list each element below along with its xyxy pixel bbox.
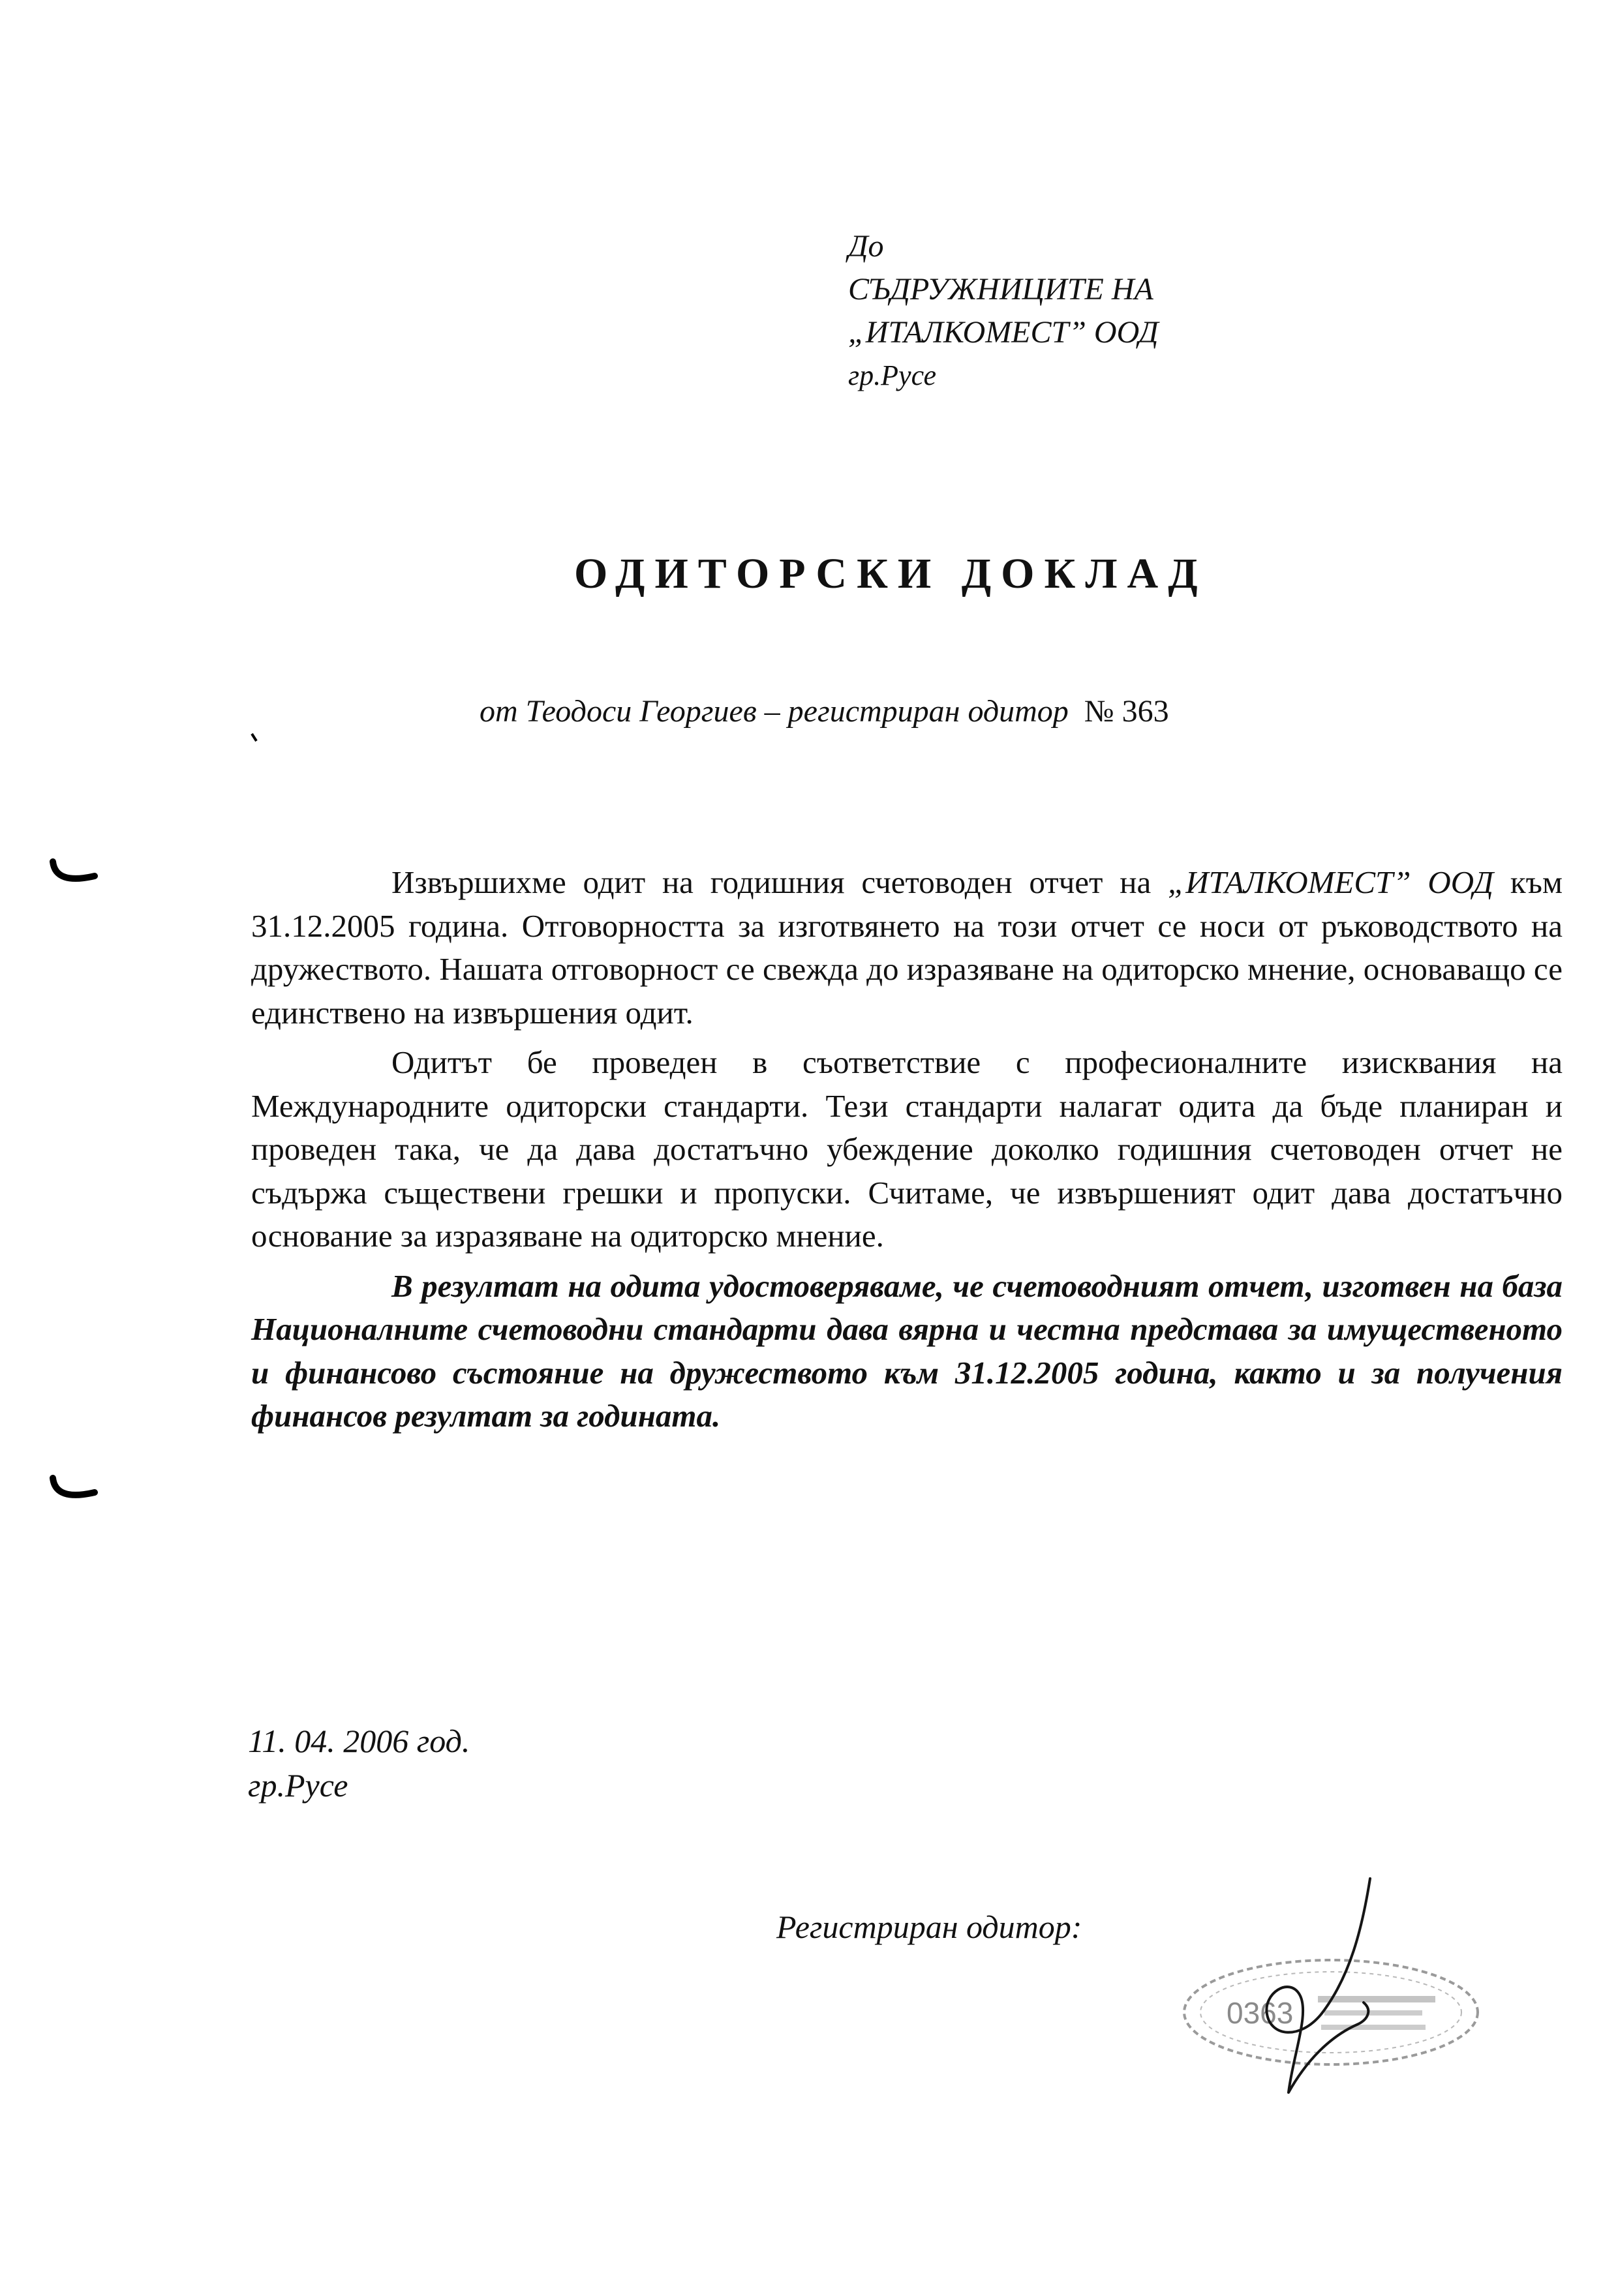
- signature-label: Регистриран одитор:: [776, 1909, 1082, 1945]
- addressee-city: гр.Русе: [848, 359, 937, 391]
- paragraph-1-company: „ИТАЛКОМЕСТ” ООД: [1168, 864, 1494, 900]
- auditor-stamp: [1184, 1960, 1478, 2064]
- addressee-recipients: СЪДРУЖНИЦИТЕ НА: [848, 272, 1153, 307]
- paragraph-1-start: Извършихме одит на годишния счетоводен отчет на: [391, 864, 1168, 900]
- scan-mark: [250, 733, 259, 743]
- auditor-number: № 363: [1084, 694, 1169, 729]
- paragraph-2: Одитът бе проведен в съответствие с професионалните изисквания на Международните одиторски стандарти. Тези стандарти налагат одита да бъде планиран и проведен така, че да дава достатъчно убеждение доколко годишния счетоводен отчет не съдържа съществени грешки и пропуски. Считаме, че извършеният одит дава достатъчно основание за изразяване на одиторско мнение.: [251, 1044, 1563, 1254]
- document-title: ОДИТОРСКИ ДОКЛАД: [574, 550, 1208, 597]
- report-date: 11. 04. 2006 год.: [248, 1723, 470, 1759]
- document-subtitle: [480, 693, 1169, 729]
- scan-mark: [49, 1474, 98, 1510]
- scan-mark: [49, 858, 98, 894]
- date-block: [248, 1719, 470, 1807]
- paragraph-1-rest: към 31.12.2005 година. Отговорността за изготвянето на този отчет се носи от ръководството на дружеството. Нашата отговорност се свежда до изразяване на одиторско мнение, основаващо се единствено на извършения одит.: [251, 864, 1563, 1031]
- addressee-company: „ИТАЛКОМЕСТ” ООД: [848, 315, 1159, 350]
- stamp-number: 0363: [1227, 1996, 1294, 2030]
- paragraph-1: [251, 861, 1563, 1035]
- report-body: [251, 861, 1563, 1445]
- report-city: гр.Русе: [248, 1767, 348, 1804]
- auditor-line: от Теодоси Георгиев – регистриран одитор: [480, 694, 1069, 729]
- paragraph-conclusion: В резултат на одита удостоверяваме, че счетоводният отчет, изготвен на база Националните счетоводни стандарти дава вярна и честна представа за имущественото и финансово състояние на дружеството към 31.12.2005 година, както и за получения финансов резултат за годината.: [251, 1267, 1563, 1434]
- stamp-and-signature: [1155, 1865, 1494, 2100]
- addressee-block: [848, 225, 1159, 397]
- signature-stroke: [1266, 1879, 1370, 2092]
- addressee-to: До: [848, 229, 884, 264]
